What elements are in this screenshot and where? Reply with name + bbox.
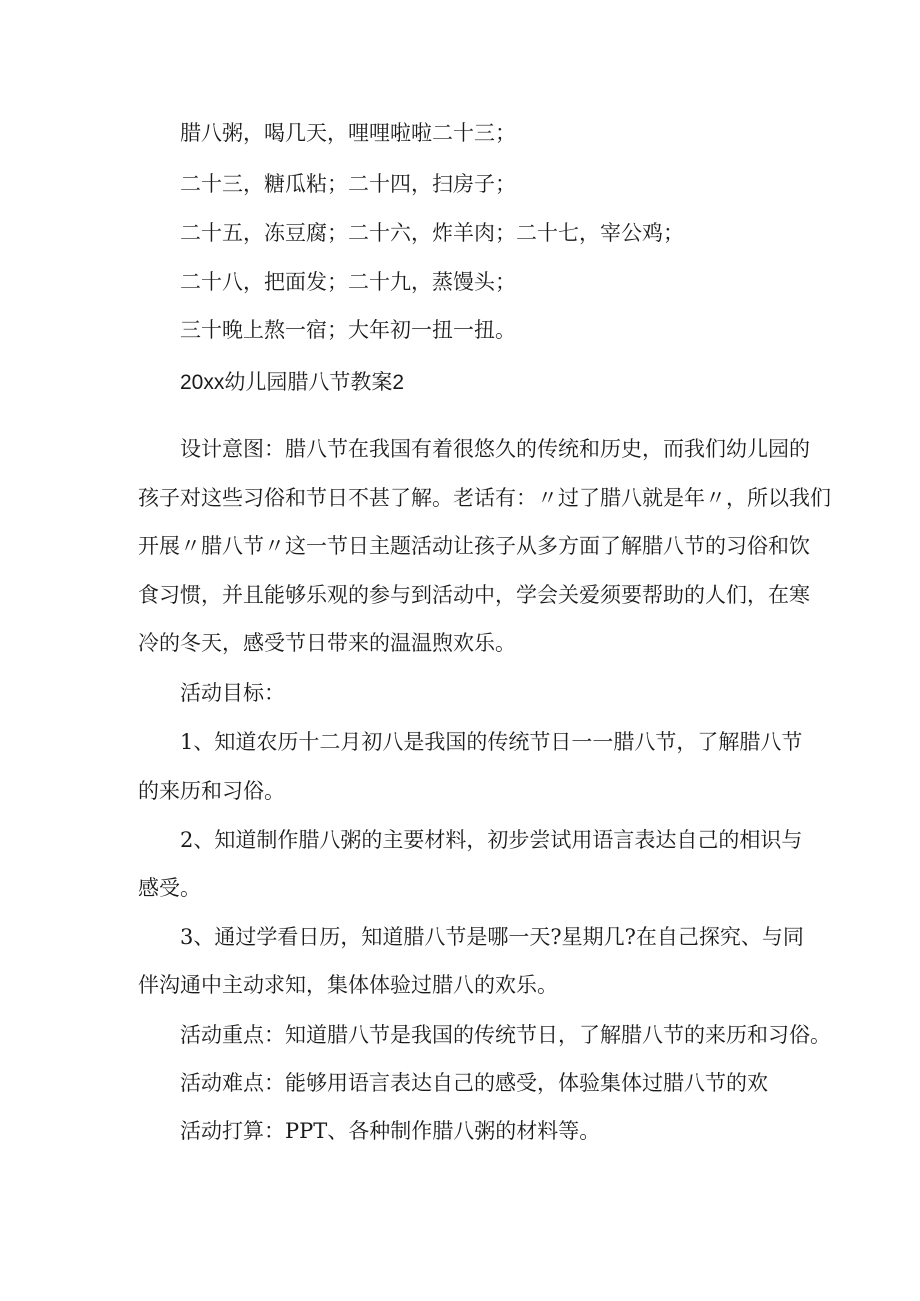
difficulty: 活动难点：能够用语言表达自己的感受，体验集体过腊八节的欢: [180, 1071, 768, 1095]
goal-1-line-1: 1、知道农历十二月初八是我国的传统节日一一腊八节，了解腊八节: [180, 730, 803, 754]
goal-1-line-2: 的来历和习俗。: [138, 779, 285, 803]
goal-3-line-2: 伴沟通中主动求知，集体体验过腊八的欢乐。: [138, 973, 558, 997]
rhyme-line-3: 二十五，冻豆腐；二十六，炸羊肉；二十七，宰公鸡；: [180, 221, 684, 245]
rhyme-line-5: 三十晚上熬一宿；大年初一扭一扭。: [180, 318, 516, 342]
preparation: 活动打算：PPT、各种制作腊八粥的材料等。: [180, 1119, 601, 1143]
goal-2-line-1: 2、知道制作腊八粥的主要材料，初步尝试用语言表达自己的相识与: [180, 828, 803, 852]
goal-2-line-2: 感受。: [138, 876, 201, 900]
rhyme-line-4: 二十八，把面发；二十九，蒸馒头；: [180, 270, 516, 294]
goals-label: 活动目标：: [180, 681, 285, 705]
section-heading: 20xx幼儿园腊八节教案2: [180, 371, 405, 394]
design-intent-line-2: 孩子对这些习俗和节日不甚了解。老话有：〃过了腊八就是年〃，所以我们: [138, 486, 831, 510]
rhyme-line-1: 腊八粥，喝几天，哩哩啦啦二十三；: [180, 121, 516, 145]
design-intent-line-3: 开展〃腊八节〃这一节日主题活动让孩子从多方面了解腊八节的习俗和饮: [138, 534, 810, 558]
design-intent-line-5: 冷的冬天，感受节日带来的温温煦欢乐。: [138, 631, 516, 655]
key-point: 活动重点：知道腊八节是我国的传统节日，了解腊八节的来历和习俗。: [180, 1023, 831, 1047]
rhyme-line-2: 二十三，糖瓜粘；二十四，扫房子；: [180, 172, 516, 196]
goal-3-line-1: 3、通过学看日历，知道腊八节是哪一天?星期几?在自己探究、与同: [180, 925, 804, 949]
design-intent-line-1: 设计意图：腊八节在我国有着很悠久的传统和历史，而我们幼儿园的: [180, 437, 810, 461]
design-intent-line-4: 食习惯，并且能够乐观的参与到活动中，学会关爱须要帮助的人们，在寒: [138, 583, 810, 607]
